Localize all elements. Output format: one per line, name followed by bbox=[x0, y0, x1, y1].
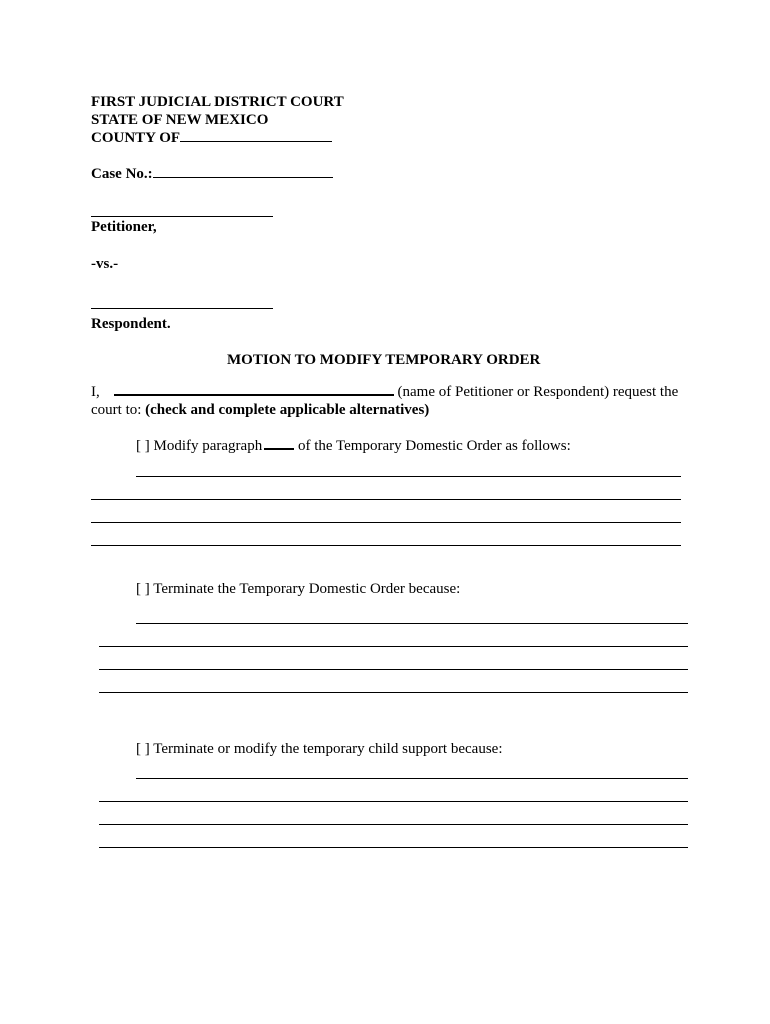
case-no-label: Case No.: bbox=[91, 166, 153, 182]
support-line-2[interactable] bbox=[99, 801, 688, 802]
option-terminate-order bbox=[136, 581, 460, 598]
petitioner-name-field[interactable] bbox=[91, 216, 273, 217]
checkbox-terminate-order[interactable]: [ ] bbox=[136, 581, 150, 597]
intro-suffix: (name of Petitioner or Respondent) request the bbox=[397, 384, 679, 400]
option-modify-text-after: of the Temporary Domestic Order as follows: bbox=[297, 438, 571, 454]
modify-line-4[interactable] bbox=[91, 545, 681, 546]
terminate-line-1[interactable] bbox=[136, 623, 688, 624]
document-title: MOTION TO MODIFY TEMPORARY ORDER bbox=[227, 352, 541, 368]
modify-line-3[interactable] bbox=[91, 522, 681, 523]
county-row bbox=[91, 130, 332, 147]
respondent-name-field[interactable] bbox=[91, 308, 273, 309]
case-no-field[interactable] bbox=[153, 177, 333, 178]
intro-plain: court to: bbox=[91, 402, 146, 418]
intro-prefix: I, bbox=[91, 384, 100, 400]
modify-line-2[interactable] bbox=[91, 499, 681, 500]
name-field[interactable] bbox=[114, 394, 394, 396]
support-line-3[interactable] bbox=[99, 824, 688, 825]
versus-label: -vs.- bbox=[91, 256, 119, 272]
checkbox-child-support[interactable]: [ ] bbox=[136, 741, 150, 757]
county-field[interactable] bbox=[180, 141, 332, 142]
checkbox-modify-paragraph[interactable]: [ ] bbox=[136, 438, 150, 454]
court-name: FIRST JUDICIAL DISTRICT COURT bbox=[91, 94, 344, 110]
intro-line-2 bbox=[91, 402, 429, 419]
support-line-1[interactable] bbox=[136, 778, 688, 779]
intro-line-1 bbox=[91, 384, 678, 401]
option-modify-text-before: Modify paragraph bbox=[153, 438, 263, 454]
state-name: STATE OF NEW MEXICO bbox=[91, 112, 269, 128]
modify-line-1[interactable] bbox=[136, 476, 681, 477]
petitioner-label: Petitioner, bbox=[91, 219, 157, 235]
support-line-4[interactable] bbox=[99, 847, 688, 848]
terminate-line-3[interactable] bbox=[99, 669, 688, 670]
option-child-support bbox=[136, 741, 503, 758]
option-child-support-text: Terminate or modify the temporary child support because: bbox=[153, 741, 503, 757]
respondent-label: Respondent. bbox=[91, 316, 171, 332]
option-modify-paragraph bbox=[136, 438, 571, 455]
county-label: COUNTY OF bbox=[91, 130, 181, 146]
terminate-line-4[interactable] bbox=[99, 692, 688, 693]
terminate-line-2[interactable] bbox=[99, 646, 688, 647]
case-no-row bbox=[91, 166, 333, 183]
option-terminate-order-text: Terminate the Temporary Domestic Order because: bbox=[153, 581, 461, 597]
intro-instruction: (check and complete applicable alternatives) bbox=[145, 402, 430, 418]
paragraph-number-field[interactable] bbox=[264, 448, 294, 450]
